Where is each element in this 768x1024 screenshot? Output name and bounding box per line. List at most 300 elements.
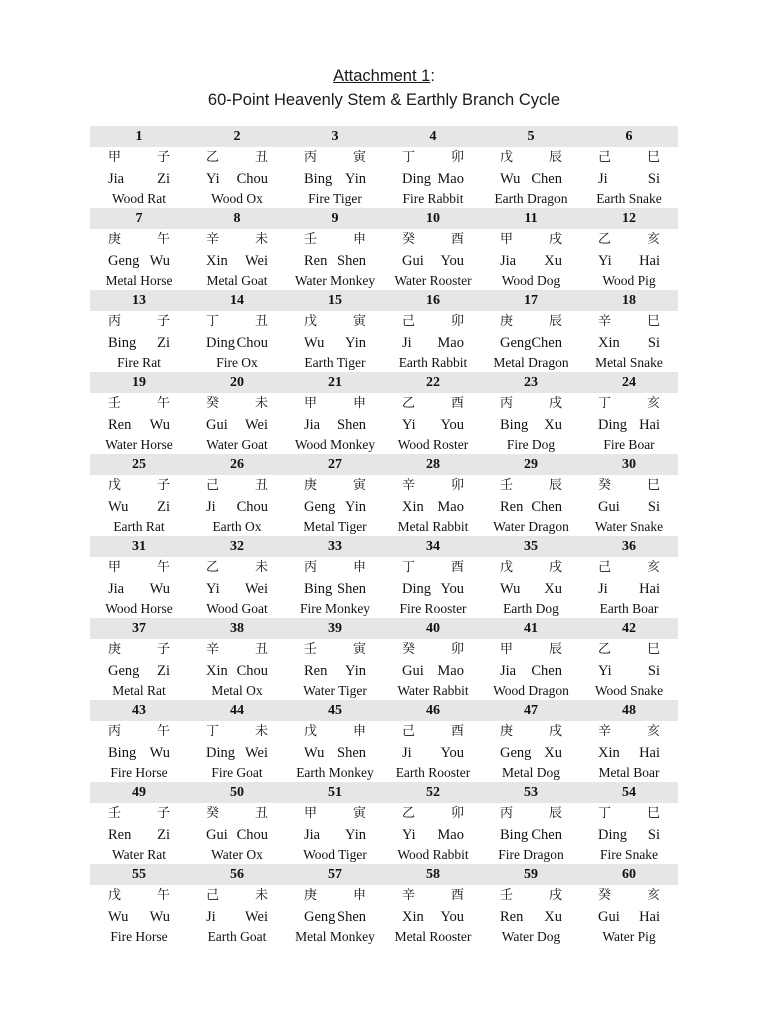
cycle-number: 51 [328, 785, 342, 800]
stem-pinyin: Wu [304, 335, 325, 351]
stem-pinyin: Wu [108, 499, 129, 515]
cycle-number: 31 [132, 539, 146, 554]
cycle-name: Metal Dog [501, 765, 561, 780]
branch-pinyin: Yin [345, 827, 366, 843]
stem-character: 庚 [500, 724, 514, 739]
cycle-cell [580, 475, 678, 536]
cycle-number: 53 [524, 785, 538, 800]
cycle-name: Earth Boar [599, 601, 659, 616]
branch-character: 巳 [646, 150, 660, 165]
stem-character: 戊 [500, 150, 514, 165]
cycle-cell [286, 557, 384, 618]
cycle-name: Earth Monkey [296, 765, 374, 780]
cycle-cell [188, 311, 286, 372]
branch-pinyin: Shen [337, 581, 366, 597]
cycle-row [90, 454, 678, 536]
cycle-number: 10 [426, 211, 440, 226]
cycle-row [90, 372, 678, 454]
stem-pinyin: Geng [108, 663, 140, 679]
cycle-number: 14 [230, 293, 244, 308]
cycle-row [90, 782, 678, 864]
cycle-name: Metal Boar [598, 765, 660, 780]
branch-character: 丑 [254, 478, 268, 493]
cycle-number: 22 [426, 375, 440, 390]
stem-pinyin: Ding [402, 171, 431, 187]
stem-character: 丙 [500, 806, 514, 821]
cycle-name: Metal Dragon [493, 355, 569, 370]
branch-pinyin: Si [647, 335, 660, 351]
cycle-number: 2 [233, 129, 241, 144]
stem-character: 辛 [206, 232, 220, 247]
cycle-name: Earth Goat [207, 929, 267, 944]
stem-pinyin: Bing [304, 581, 333, 597]
branch-character: 巳 [646, 478, 660, 493]
stem-character: 甲 [108, 560, 122, 575]
branch-pinyin: Chou [236, 827, 268, 843]
cycle-row [90, 864, 678, 946]
stem-pinyin: Gui [206, 417, 228, 433]
stem-pinyin: Bing [500, 827, 529, 843]
cycle-name: Water Tiger [303, 683, 367, 698]
branch-pinyin: Zi [157, 335, 170, 351]
branch-pinyin: Shen [337, 909, 366, 925]
cycle-name: Fire Horse [110, 929, 168, 944]
cycle-cell [286, 639, 384, 700]
cycle-cell [188, 721, 286, 782]
stem-character: 壬 [304, 232, 318, 247]
branch-pinyin: Hai [639, 417, 660, 433]
stem-pinyin: Yi [598, 253, 612, 269]
cycle-number: 33 [328, 539, 342, 554]
cycle-name: Metal Tiger [303, 519, 367, 534]
stem-character: 丁 [598, 806, 612, 821]
stem-pinyin: Xin [598, 335, 620, 351]
cycle-name: Fire Ox [216, 355, 258, 370]
stem-pinyin: Geng [304, 909, 336, 925]
stem-pinyin: Ding [206, 335, 235, 351]
branch-pinyin: Wu [149, 417, 170, 433]
branch-character: 未 [254, 888, 268, 903]
stem-character: 癸 [598, 478, 612, 493]
cycle-cell [580, 229, 678, 290]
attachment-label: Attachment 1 [333, 67, 431, 85]
branch-pinyin: Si [647, 171, 660, 187]
cycle-cell [482, 229, 580, 290]
stem-character: 乙 [206, 560, 220, 575]
cycle-cell [580, 721, 678, 782]
cycle-number: 56 [230, 867, 244, 882]
cycle-cell [482, 639, 580, 700]
stem-pinyin: Xin [402, 499, 424, 515]
stem-pinyin: Ren [304, 253, 328, 269]
cycle-cell [580, 311, 678, 372]
number-band [90, 782, 678, 803]
branch-pinyin: Zi [157, 499, 170, 515]
stem-character: 辛 [598, 314, 612, 329]
cycle-number: 36 [622, 539, 636, 554]
cycle-cell [384, 803, 482, 864]
stem-character: 丁 [206, 314, 220, 329]
stem-character: 己 [598, 150, 612, 165]
cycle-cell [90, 557, 188, 618]
stem-character: 辛 [206, 642, 220, 657]
cycle-cell [286, 721, 384, 782]
branch-character: 丑 [254, 150, 268, 165]
branch-pinyin: Zi [157, 171, 170, 187]
stem-character: 庚 [108, 642, 122, 657]
cycle-name: Wood Roster [397, 437, 469, 452]
cycle-name: Earth Snake [596, 191, 662, 206]
branch-character: 酉 [450, 232, 464, 247]
cycle-name: Wood Rabbit [397, 847, 469, 862]
branch-character: 辰 [548, 806, 562, 821]
stem-pinyin: Geng [304, 499, 336, 515]
stem-pinyin: Jia [108, 581, 125, 597]
cycle-cell [384, 147, 482, 208]
cycle-number: 38 [230, 621, 244, 636]
cycle-number: 57 [328, 867, 342, 882]
cycle-number: 21 [328, 375, 342, 390]
cycle-number: 4 [429, 129, 437, 144]
cycle-cell [580, 639, 678, 700]
branch-character: 午 [156, 232, 170, 247]
branch-pinyin: Hai [639, 909, 660, 925]
stem-character: 壬 [304, 642, 318, 657]
cycle-name: Water Rooster [394, 273, 472, 288]
cycle-cell [580, 557, 678, 618]
branch-pinyin: Mao [437, 827, 464, 843]
cycle-number: 16 [426, 293, 440, 308]
cycle-number: 30 [622, 457, 636, 472]
stem-pinyin: Ji [206, 499, 216, 515]
branch-pinyin: Chen [531, 827, 562, 843]
cycle-number: 28 [426, 457, 440, 472]
branch-pinyin: Si [647, 499, 660, 515]
branch-character: 亥 [646, 232, 660, 247]
stem-pinyin: Jia [304, 417, 321, 433]
branch-pinyin: Yin [345, 663, 366, 679]
cycle-name: Earth Ox [212, 519, 262, 534]
branch-character: 戌 [548, 232, 562, 247]
title-line [0, 64, 768, 88]
stem-character: 戊 [304, 724, 318, 739]
stem-pinyin: Geng [108, 253, 140, 269]
stem-character: 庚 [304, 478, 318, 493]
stem-character: 己 [402, 724, 416, 739]
cycle-cell [286, 475, 384, 536]
stem-pinyin: Xin [206, 663, 228, 679]
branch-character: 申 [352, 396, 366, 411]
cycle-number: 11 [524, 211, 538, 226]
stem-pinyin: Ji [598, 581, 608, 597]
cycle-name: Fire Horse [110, 765, 168, 780]
branch-character: 丑 [254, 314, 268, 329]
stem-pinyin: Yi [206, 171, 220, 187]
cycle-number: 34 [426, 539, 440, 554]
cycle-number: 50 [230, 785, 244, 800]
stem-character: 己 [206, 478, 220, 493]
branch-character: 酉 [450, 560, 464, 575]
stem-character: 癸 [402, 642, 416, 657]
branch-pinyin: Mao [437, 335, 464, 351]
stem-pinyin: Ding [598, 417, 627, 433]
cycle-cell [482, 557, 580, 618]
branch-character: 亥 [646, 724, 660, 739]
cycle-cell [90, 639, 188, 700]
stem-character: 戊 [304, 314, 318, 329]
branch-pinyin: Wei [245, 909, 268, 925]
branch-pinyin: Yin [345, 499, 366, 515]
branch-character: 亥 [646, 396, 660, 411]
cycle-cell [286, 803, 384, 864]
cycle-cell [188, 885, 286, 946]
branch-character: 子 [156, 642, 170, 657]
cycle-name: Wood Ox [211, 191, 263, 206]
cycle-name: Metal Horse [105, 273, 173, 288]
stem-pinyin: Ji [402, 335, 412, 351]
number-band [90, 126, 678, 147]
cycle-name: Fire Dog [506, 437, 556, 452]
stem-character: 庚 [108, 232, 122, 247]
branch-character: 未 [254, 560, 268, 575]
cycle-cell [482, 803, 580, 864]
stem-character: 丙 [500, 396, 514, 411]
stem-pinyin: Yi [402, 827, 416, 843]
cycle-name: Wood Pig [602, 273, 656, 288]
stem-character: 乙 [598, 232, 612, 247]
number-band [90, 700, 678, 721]
branch-pinyin: You [440, 581, 464, 597]
cycle-number: 42 [622, 621, 636, 636]
cycle-name: Fire Tiger [308, 191, 362, 206]
stem-character: 甲 [500, 232, 514, 247]
branch-pinyin: Chen [531, 663, 562, 679]
cycle-table [90, 126, 678, 946]
cycle-number: 6 [625, 129, 633, 144]
cycle-number: 58 [426, 867, 440, 882]
cycle-name: Metal Rabbit [397, 519, 469, 534]
branch-character: 卯 [450, 642, 464, 657]
cycle-cell [90, 885, 188, 946]
stem-pinyin: Ren [304, 663, 328, 679]
subtitle: 60-Point Heavenly Stem & Earthly Branch Cycle [207, 91, 561, 109]
cycle-number: 60 [622, 867, 636, 882]
cycle-number: 45 [328, 703, 342, 718]
branch-pinyin: Xu [544, 417, 562, 433]
stem-character: 癸 [598, 888, 612, 903]
cycle-cell [286, 393, 384, 454]
stem-character: 壬 [108, 396, 122, 411]
cycle-name: Earth Rooster [395, 765, 471, 780]
cycle-number: 52 [426, 785, 440, 800]
branch-character: 巳 [646, 314, 660, 329]
cycle-number: 27 [328, 457, 342, 472]
cycle-number: 43 [132, 703, 146, 718]
cycle-name: Fire Snake [599, 847, 659, 862]
cycle-cell [580, 147, 678, 208]
branch-character: 子 [156, 150, 170, 165]
cycle-name: Earth Rat [113, 519, 165, 534]
cycle-cell [384, 721, 482, 782]
cycle-number: 24 [622, 375, 636, 390]
branch-character: 午 [156, 888, 170, 903]
cycle-number: 8 [233, 211, 241, 226]
branch-pinyin: Hai [639, 253, 660, 269]
cycle-row [90, 618, 678, 700]
cycle-number: 47 [524, 703, 538, 718]
cycle-number: 35 [524, 539, 538, 554]
branch-character: 寅 [352, 150, 366, 165]
cycle-cell [384, 639, 482, 700]
stem-character: 戊 [500, 560, 514, 575]
branch-character: 酉 [450, 724, 464, 739]
stem-character: 壬 [500, 888, 514, 903]
cycle-number: 44 [230, 703, 244, 718]
cycle-number: 49 [132, 785, 146, 800]
branch-pinyin: Mao [437, 171, 464, 187]
cycle-name: Fire Goat [211, 765, 263, 780]
cycle-cell [384, 557, 482, 618]
branch-pinyin: You [440, 417, 464, 433]
cycle-number: 37 [132, 621, 146, 636]
branch-character: 子 [156, 478, 170, 493]
cycle-name: Metal Monkey [295, 929, 375, 944]
stem-character: 甲 [500, 642, 514, 657]
branch-pinyin: Hai [639, 581, 660, 597]
stem-pinyin: Ding [206, 745, 235, 761]
branch-pinyin: Zi [157, 663, 170, 679]
cycle-name: Fire Monkey [299, 601, 371, 616]
branch-pinyin: Si [647, 663, 660, 679]
stem-pinyin: Gui [402, 663, 424, 679]
branch-pinyin: Zi [157, 827, 170, 843]
document-title [0, 64, 768, 112]
cycle-number: 9 [331, 211, 339, 226]
cycle-number: 59 [524, 867, 538, 882]
stem-pinyin: Yi [402, 417, 416, 433]
stem-character: 丁 [402, 150, 416, 165]
stem-pinyin: Xin [402, 909, 424, 925]
cycle-name: Water Monkey [294, 273, 376, 288]
cycle-cell [188, 803, 286, 864]
cycle-cell [90, 803, 188, 864]
stem-pinyin: Xin [598, 745, 620, 761]
cycle-name: Water Ox [211, 847, 263, 862]
cycle-row [90, 700, 678, 782]
cycle-name: Wood Dragon [493, 683, 569, 698]
branch-character: 酉 [450, 888, 464, 903]
cycle-number: 40 [426, 621, 440, 636]
branch-character: 午 [156, 724, 170, 739]
branch-pinyin: Hai [639, 745, 660, 761]
stem-pinyin: Ren [108, 827, 132, 843]
stem-pinyin: Ren [500, 499, 524, 515]
branch-pinyin: Chou [236, 499, 268, 515]
stem-character: 癸 [402, 232, 416, 247]
cycle-cell [580, 803, 678, 864]
branch-pinyin: Yin [345, 171, 366, 187]
branch-character: 申 [352, 232, 366, 247]
stem-pinyin: Ji [598, 171, 608, 187]
cycle-number: 12 [622, 211, 636, 226]
branch-character: 寅 [352, 478, 366, 493]
cycle-number: 25 [132, 457, 146, 472]
stem-character: 壬 [108, 806, 122, 821]
branch-character: 戌 [548, 888, 562, 903]
cycle-number: 23 [524, 375, 538, 390]
branch-character: 未 [254, 724, 268, 739]
cycle-name: Fire Rooster [399, 601, 467, 616]
cycle-name: Water Goat [206, 437, 268, 452]
branch-pinyin: Wei [245, 417, 268, 433]
branch-pinyin: Mao [437, 499, 464, 515]
branch-character: 卯 [450, 478, 464, 493]
stem-pinyin: Bing [304, 171, 333, 187]
cycle-cell [482, 885, 580, 946]
cycle-name: Metal Rooster [394, 929, 472, 944]
cycle-number: 3 [331, 129, 339, 144]
stem-pinyin: Ding [402, 581, 431, 597]
branch-pinyin: Chou [236, 335, 268, 351]
branch-pinyin: Xu [544, 745, 562, 761]
stem-pinyin: Gui [598, 909, 620, 925]
cycle-cell [482, 475, 580, 536]
cycle-name: Fire Rat [117, 355, 161, 370]
cycle-number: 26 [230, 457, 244, 472]
number-band [90, 536, 678, 557]
branch-character: 亥 [646, 560, 660, 575]
cycle-number: 17 [524, 293, 538, 308]
stem-character: 丁 [598, 396, 612, 411]
branch-character: 未 [254, 232, 268, 247]
number-band [90, 290, 678, 311]
number-band [90, 208, 678, 229]
branch-pinyin: Xu [544, 909, 562, 925]
number-band [90, 372, 678, 393]
branch-pinyin: Chen [531, 335, 562, 351]
branch-character: 辰 [548, 642, 562, 657]
cycle-name: Metal Rat [112, 683, 166, 698]
branch-character: 丑 [254, 642, 268, 657]
stem-character: 乙 [206, 150, 220, 165]
cycle-cell [384, 229, 482, 290]
branch-pinyin: Chen [531, 499, 562, 515]
title-colon: : [430, 67, 435, 85]
cycle-name: Earth Rabbit [398, 355, 468, 370]
cycle-number: 5 [527, 129, 535, 144]
stem-character: 丙 [108, 724, 122, 739]
cycle-number: 46 [426, 703, 440, 718]
branch-character: 午 [156, 396, 170, 411]
cycle-cell [482, 147, 580, 208]
stem-pinyin: Ding [598, 827, 627, 843]
cycle-number: 54 [622, 785, 636, 800]
cycle-cell [482, 311, 580, 372]
stem-pinyin: Xin [206, 253, 228, 269]
cycle-name: Wood Monkey [294, 437, 376, 452]
branch-character: 申 [352, 724, 366, 739]
branch-character: 辰 [548, 478, 562, 493]
stem-character: 癸 [206, 396, 220, 411]
cycle-cell [384, 311, 482, 372]
branch-character: 戌 [548, 396, 562, 411]
stem-pinyin: Jia [500, 663, 517, 679]
cycle-cell [90, 475, 188, 536]
stem-character: 戊 [108, 888, 122, 903]
branch-pinyin: Yin [345, 335, 366, 351]
branch-character: 申 [352, 888, 366, 903]
stem-pinyin: Wu [500, 171, 521, 187]
